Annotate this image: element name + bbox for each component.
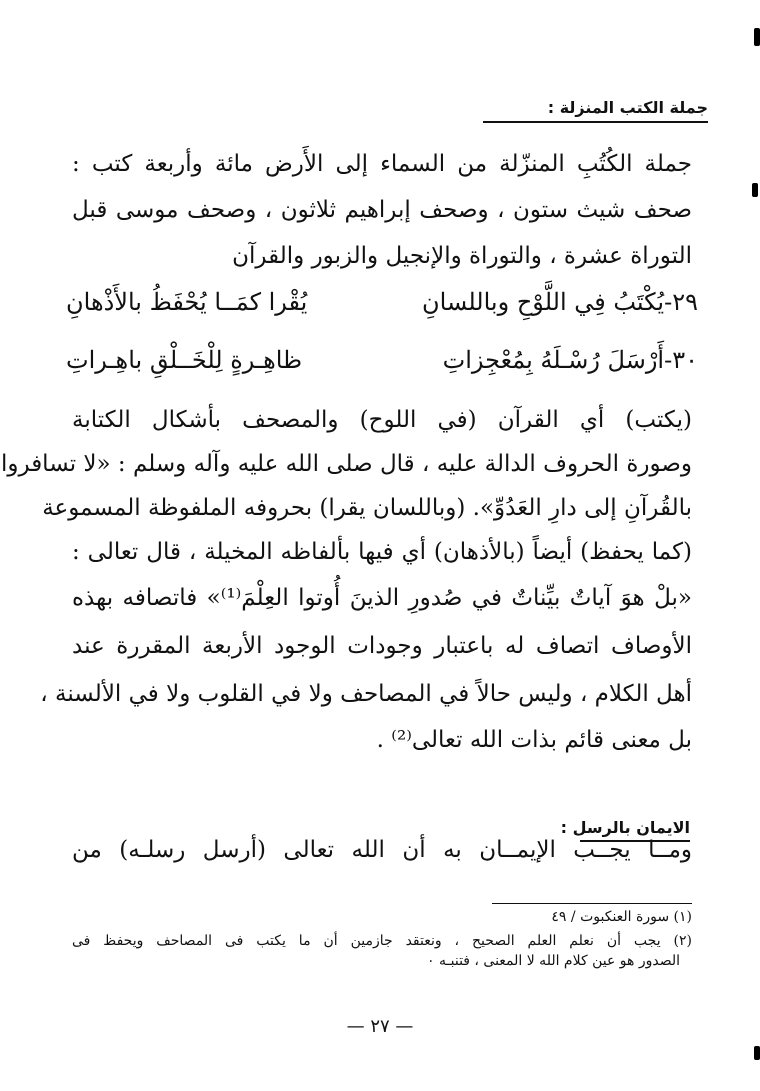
verse-30-first-hemistich: ٣٠-أَرْسَلَ رُسْـلَهُ بِمُعْجِزاتِ <box>442 346 698 374</box>
commentary-line-5: «بلْ هوَ آياتٌ بيِّناتٌ في صُدورِ الذينَ أُوتوا العِلْمَ⁽¹⁾» فاتصافه بهذه <box>72 585 692 611</box>
section-heading-revealed-books: جملة الكتب المنزلة : <box>547 98 708 117</box>
verse-29-second-hemistich: يُقْرا كمَــا يُحْفَظُ بالأَذْهانِ <box>66 288 308 316</box>
intro-line-3: التوراة عشرة ، والتوراة والإنجيل والزبور والقرآن <box>232 243 692 269</box>
verse-30-second-hemistich: ظاهِـرةٍ لِلْخَــلْقِ باهِـراتِ <box>66 346 303 374</box>
scan-mark-mid <box>752 183 758 197</box>
commentary-line-2: وصورة الحروف الدالة عليه ، قال صلى الله عليه وآله وسلم : «لا تسافروا <box>1 451 692 477</box>
verse-29-first-hemistich: ٢٩-يُكْتَبُ فِي اللَّوْحِ وباللسانِ <box>422 288 698 316</box>
commentary-line-4: (كما يحفظ) أيضاً (بالأذهان) أي فيها بألفاظه المخيلة ، قال تعالى : <box>72 539 692 565</box>
commentary-line-3: بالقُرآنِ إلى دارِ العَدُوِّ». (وباللسان يقرا) بحروفه الملفوظة المسموعة <box>42 495 692 521</box>
footnote-2-line-1: (٢) يجب أن نعلم العلم الصحيح ، ونعتقد جازمين أن ما يكتب فى المصاحف ويحفظ فى <box>72 933 692 949</box>
intro-line-1: جملة الكُتُبِ المنزّلة من السماء إلى الأَرض مائة وأربعة كتب : <box>72 151 692 177</box>
page-number: — ٢٧ — <box>346 1016 414 1037</box>
intro-line-2: صحف شيث ستون ، وصحف إبراهيم ثلاثون ، وصحف موسى قبل <box>72 197 692 223</box>
commentary-line-6: الأوصاف اتصاف له باعتبار وجودات الوجود الأربعة المقررة عند <box>72 633 692 659</box>
footnote-1: (١) سورة العنكبوت / ٤٩ <box>551 909 692 925</box>
section2-first-line: ومــا يجــب الإيمــان به أن الله تعالى (أرسل رسلـه) من <box>72 837 692 863</box>
verse-29 <box>66 282 698 322</box>
footnote-separator <box>492 903 692 904</box>
section-heading-faith-in-messengers: الايمان بالرسل : <box>560 818 690 837</box>
commentary-line-8: بل معنى قائم بذات الله تعالى⁽²⁾ . <box>376 727 692 753</box>
verse-30 <box>66 340 698 380</box>
footnote-2-line-2: الصدور هو عين كلام الله لا المعنى ، فتنبـه ٠ <box>427 953 680 969</box>
scan-mark-bottom <box>754 1046 760 1060</box>
commentary-line-7: أهل الكلام ، وليس حالاً في المصاحف ولا في القلوب ولا في الألسنة ، <box>40 681 692 707</box>
commentary-line-1: (يكتب) أي القرآن (في اللوح) والمصحف بأشكال الكتابة <box>72 407 692 433</box>
heading-underline <box>483 121 708 123</box>
scan-mark-top <box>754 28 760 46</box>
